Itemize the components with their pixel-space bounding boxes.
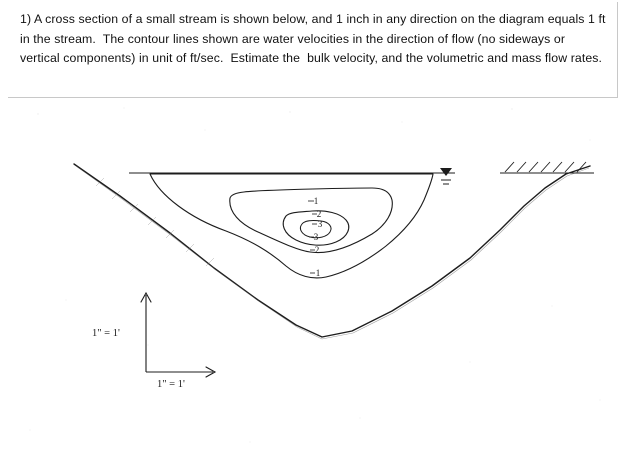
- contour-label: 2: [316, 209, 322, 219]
- contour-label: 3: [317, 219, 323, 229]
- scale-key: [141, 293, 215, 377]
- contour-label: 3: [313, 232, 319, 242]
- scale-horizontal-label: 1" = 1': [157, 379, 185, 390]
- scale-vertical-label: 1" = 1': [92, 328, 120, 339]
- scale-labels: [92, 328, 185, 390]
- stream-cross-section-figure: [0, 100, 626, 458]
- question-prompt-box: [8, 2, 618, 98]
- contour-label: 1: [315, 268, 321, 278]
- contour-label: 1: [313, 196, 319, 206]
- stream-bank-profile-shadow: [76, 166, 589, 339]
- question-prompt-text: 1) A cross section of a small stream is shown below, and 1 inch in any direction on the diagram equals 1 ft in the stream. The contour lines shown are water velocities in the direction of flow (no sideways or vertical components) in unit of ft/sec. Estimate the bulk velocity, and the volumetric and mass flow rates.: [20, 12, 610, 65]
- water-surface-symbol-icon: [440, 168, 452, 184]
- contour-label: 2: [314, 245, 320, 255]
